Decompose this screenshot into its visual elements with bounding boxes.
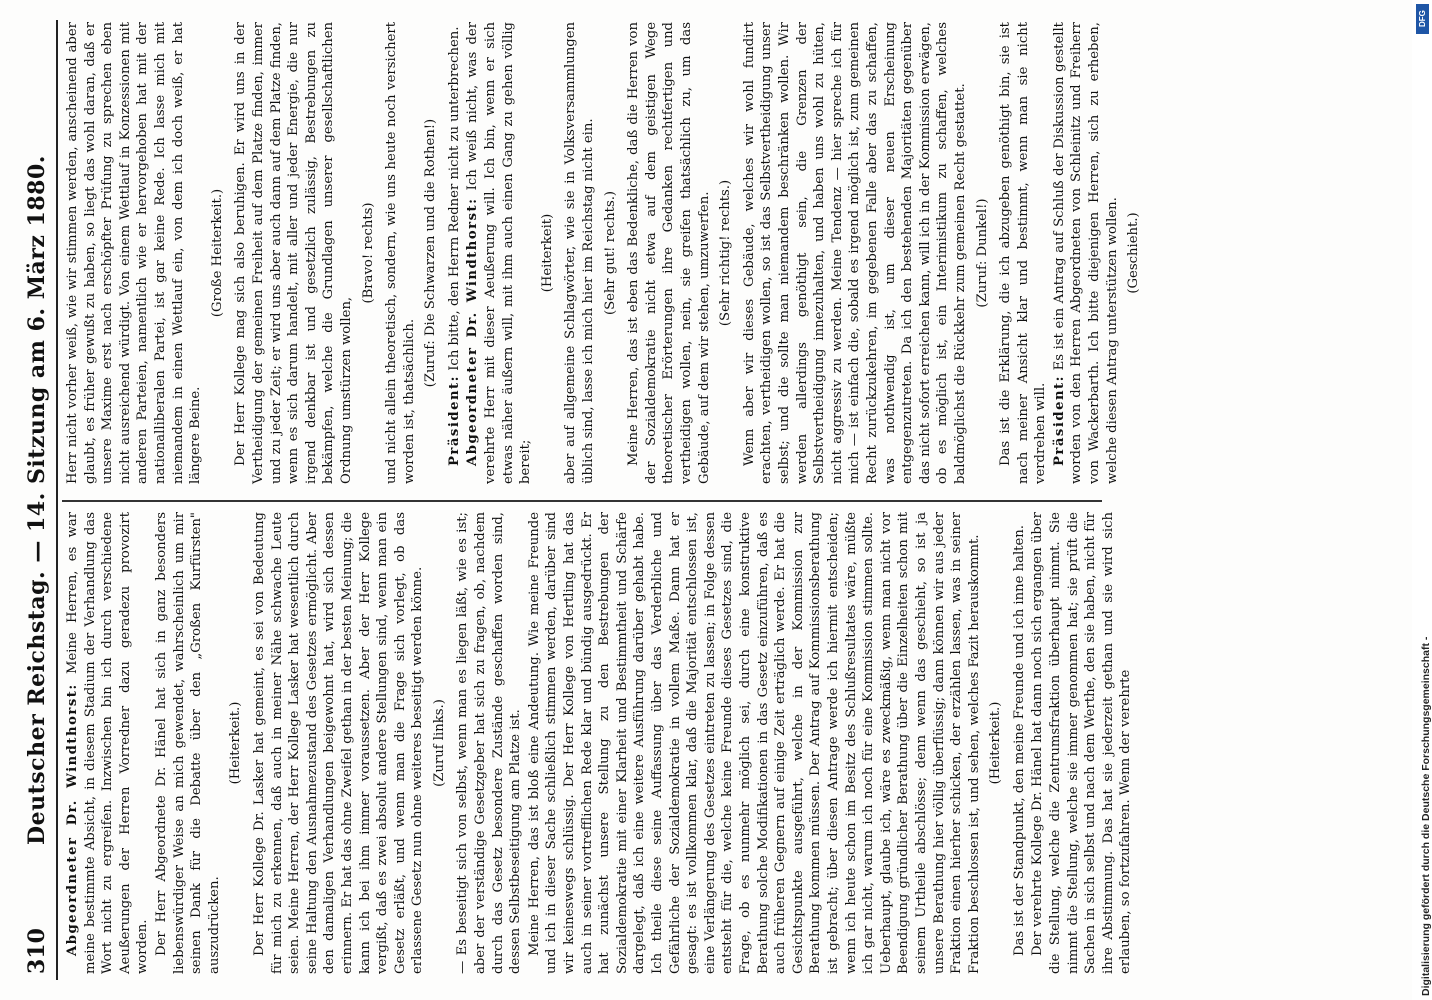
left-column [64, 512, 1134, 974]
reaction-note: (Heiterkeit.) [228, 701, 244, 785]
reaction-note: (Zuruf: Dunkel!) [974, 198, 990, 308]
paragraph [464, 22, 534, 484]
column-divider [62, 500, 1102, 502]
paragraph [64, 512, 152, 974]
paragraph: Der Herr Kollege mag sich also beruhigen. Er wird uns in der Vertheidigung der gemeinen Freiheit auf dem Platze finden, immer und zu jeder Zeit; er wird uns aber auch dann auf dem Platze finden, wenn es sich darum handelt, mit aller und jeder Energie, die nur irgend denkbar ist und gesetzlich zulässig, Bestrebungen zu bekämpfen, welche die Grundlagen unserer gesellschaftlichen Ordnung umstürzen wollen, [233, 21, 354, 484]
paragraph: — Es beseitigt sich von selbst, wenn man es liegen läßt, wie es ist; aber der verständige Gesetzgeber hat sich zu fragen, ob, nachdem durch das Gesetz besondere Zustände geschaffen worden sind, dessen Selbstbeseitigung am Platze ist. [455, 512, 524, 974]
paragraph: Meine Herren, das ist bloß eine Andeutung. Wie meine Freunde und ich in dieser Sache schließlich stimmen werden, darüber sind wir keineswegs schlüssig. Der Herr Kollege von Hertling hat das auch in seiner vortrefflichen Rede klar und bündig ausgedrückt. Er hat zunächst unsere Stellung zu den Bestrebungen der Sozialdemokratie mit einer Klarheit und Bestimmtheit und Schärfe dargelegt, daß ich eine weitere Ausführung darüber gehabt habe. Ich theile diese seine Auffassung über das Verderbliche und Gefährliche der Sozialdemokratie in vollem Maße. Dann hat er gesagt: es ist vollkommen klar, daß die Majorität entschlossen ist, eine Verlängerung des Gesetzes eintreten zu lassen; in Folge dessen entsteht für die, welche keine Freunde dieses Gesetzes sind, die Frage, ob es nunmehr möglich sei, durch eine konstruktive Berathung solche Modifikationen in das Gesetz einzuführen, daß es auch früheren Gegnern auf einige Zeit erträglich werde. Er hat die Gesichtspunkte ausgeführt, welche in der Kommission zur Berathung kommen müssen. Der Antrag auf Kommissionsberathung ist gebracht; über diesen Antrage werde ich hiermit entscheiden; wenn ich heute schon im Besitz des Schlußresultates wäre, müßte ich gar nicht, warum ich noch für eine Kommission stimmen sollte. Ueberhaupt, glaube ich, wäre es zweckmäßig, wenn man nicht vor Beendigung gründlicher Berathung über die Einzelheiten schon mit seinem Urtheile abschlösse; denn wenn das geschieht, so ist ja unsere Berathung hier völlig überflüssig; dann können wir aus jeder Fraktion einen hierher schicken, der erzählen lassen, was in seiner Fraktion beschlossen ist, und sehen, welches Fazit herauskommt. [526, 512, 982, 974]
paragraph: Herr nicht vorher weiß, wie wir stimmen werden, anscheinend aber glaubt, es früher gewußt zu haben, so liegt das wohl daran, daß er unsere Maxime erst nach erschöpfter Prüfung zu sprechen eben nicht ausreichend würdigt. Von einem Wettlauf in Konzessionen mit anderen Parteien, namentlich wie er hervorgehoben hat mit der nationalliberalen Partei, ist gar keine Rede. Ich lasse mich mit niemandem in einen Wettlauf ein, von dem ich doch weiß, er hat längere Beine. [65, 22, 204, 484]
reaction-note: (Heiterkeit) [539, 213, 555, 293]
speaker-name: Präsident: [1051, 374, 1067, 466]
reaction-note: (Große Heiterkeit.) [209, 188, 225, 318]
reaction-note: (Heiterkeit.) [988, 701, 1004, 785]
dfg-logo: DFG [1416, 4, 1429, 34]
page-title: Deutscher Reichstag. — 14. Sitzung am 6. März 1880. [24, 155, 50, 845]
reaction-note: (Sehr richtig! rechts.) [718, 179, 734, 327]
speaker-name: Abgeordneter Dr. Windthorst: [65, 683, 80, 956]
reaction-note: (Sehr gut! rechts.) [602, 190, 618, 316]
speech-text: Ich weiß nicht, was der verehrte Herr mit dieser Aeußerung will. Ich bin, wenn er sich etwas näher äußern will, mit ihm auch einen Gang zu gehen völlig bereit; [465, 22, 534, 484]
speech-text: Es ist ein Antrag auf Schluß der Diskussion gestellt worden von den Herren Abgeordneten von Schleinitz und Freiherr von Wackerbarth. Ich bitte diejenigen Herren, sich zu erheben, welche diesen Antrag unterstützen wollen. [1051, 22, 1120, 484]
speech-text: Ich bitte, den Herrn Redner nicht zu unterbrechen. [446, 26, 462, 371]
paragraph: Das ist die Erklärung, die ich abzugeben genöthigt bin, sie ist nach meiner Ansicht klar und bestimmt, wenn man sie nicht verdrehen will. [998, 22, 1049, 484]
reaction-note: (Geschieht.) [1126, 212, 1142, 294]
speech-text: Meine Herren, es war meine bestimmte Absicht, in diesem Stadium der Verhandlung das Wort nicht zu ergreifen. Inzwischen bin ich durch verschiedene Aeußerungen der Herren Vorredner dazu geradezu provozirt worden. [65, 512, 151, 974]
paragraph: Der verehrte Kollege Dr. Hänel hat dann noch sich ergangen über die Stellung, welche die Zentrumsfraktion überhaupt nimmt. Sie nimmt die Stellung, welche sie immer genommen hat; sie prüft die Sachen in sich selbst und nach dem Werthe, den sie haben, nicht für ihre Abstimmung. Das hat sie jederzeit gethan und sie wird sich erlauben, so fortzufahren. Wenn der verehrte [1030, 512, 1134, 974]
header-rule [56, 20, 58, 980]
page-header [22, 20, 56, 980]
reaction-note: (Zuruf links.) [431, 699, 447, 787]
paragraph: aber auf allgemeine Schlagwörter, wie sie in Volksversammlungen üblich sind, lasse ich mich hier im Reichstag nicht ein. [563, 22, 597, 484]
digitization-credit-text: Digitalisierung gefördert durch die Deutsche Forschungsgemeinschaft - [1420, 636, 1432, 996]
speaker-name: Präsident: [446, 374, 462, 466]
paragraph: und nicht allein theoretisch, sondern, wie uns heute noch versichert worden ist, thatsächlich. [384, 22, 417, 484]
page-number: 310 [24, 928, 50, 974]
reaction-note: (Zuruf: Die Schwarzen und die Rothen!) [423, 118, 439, 388]
speaker-name: Abgeordneter Dr. Windthorst: [465, 197, 481, 466]
paragraph: Der Herr Kollege Dr. Lasker hat gemeint, es sei von Bedeutung für mich zu erkennen, daß auch in meiner Nähe schwache Leute seien. Meine Herren, der Herr Kollege Lasker hat wesentlich durch seine Haltung den Ausnahmezustand des Gesetzes ermöglicht. Aber den damaligen Verhandlungen beigewohnt hat, wird sich dessen erinnern. Er hat das ohne Zweifel gethan in der besten Meinung; die kann ich bei ihm immer voraussetzen. Aber der Herr Kollege vergißt, daß es zwei absolut andere Stellungen sind, wenn man ein Gesetz erläßt, und wenn man die Frage sich vorlegt, ob das erlassene Gesetz nun ohne weiteres beseitigt werden könne. [251, 512, 426, 974]
paragraph: Wenn aber wir dieses Gebäude, welches wir wohl fundirt erachten, vertheidigen wollen, so ist das Selbstvertheidigung unser selbst; und die sollte man niemandem beschränken wollen. Wir werden allerdings genöthigt sein, die Grenzen der Selbstvertheidigung innezuhalten, und haben uns wohl zu hüten, nicht aggressiv zu werden. Meine Tendenz — hier spreche ich für mich — ist einfach die, sobald es irgend möglich ist, zum gemeinen Recht zurückzukehren, im gegebenen Falle aber das zu schaffen, was nothwendig ist, um dieser neuen Erscheinung entgegenzutreten. Da ich den bestehenden Majoritäten gegenüber das nicht sofort erreichen kann, will ich in der Kommission erwägen, ob es möglich ist, ein Interimistikum zu schaffen, welches baldmöglichst die Rückkehr zum gemeinen Recht gestattet. [741, 22, 968, 484]
reaction-note: (Bravo! rechts) [360, 202, 376, 304]
right-column [64, 21, 1142, 484]
paragraph: Der Herr Abgeordnete Dr. Hänel hat sich in ganz besonders liebenswürdiger Weise an mich gewendet, wahrscheinlich um mir seinen Dank für die Debatte über den „Großen Kurfürsten" auszudrücken. [153, 512, 222, 974]
paragraph [1051, 22, 1121, 484]
paragraph: Meine Herren, das ist eben das Bedenkliche, daß die Herren von der Sozialdemokratie nicht etwa auf dem geistigen Wege theoretischer Erörterungen ihre Gedanken rechtfertigen und vertheidigen wollen, nein, sie greifen thatsächlich zu, um das Gebäude, auf dem wir stehen, umzuwerfen. [626, 22, 712, 484]
paragraph [446, 22, 464, 484]
paragraph: Das ist der Standpunkt, den meine Freunde und ich inne halten. [1011, 525, 1027, 956]
